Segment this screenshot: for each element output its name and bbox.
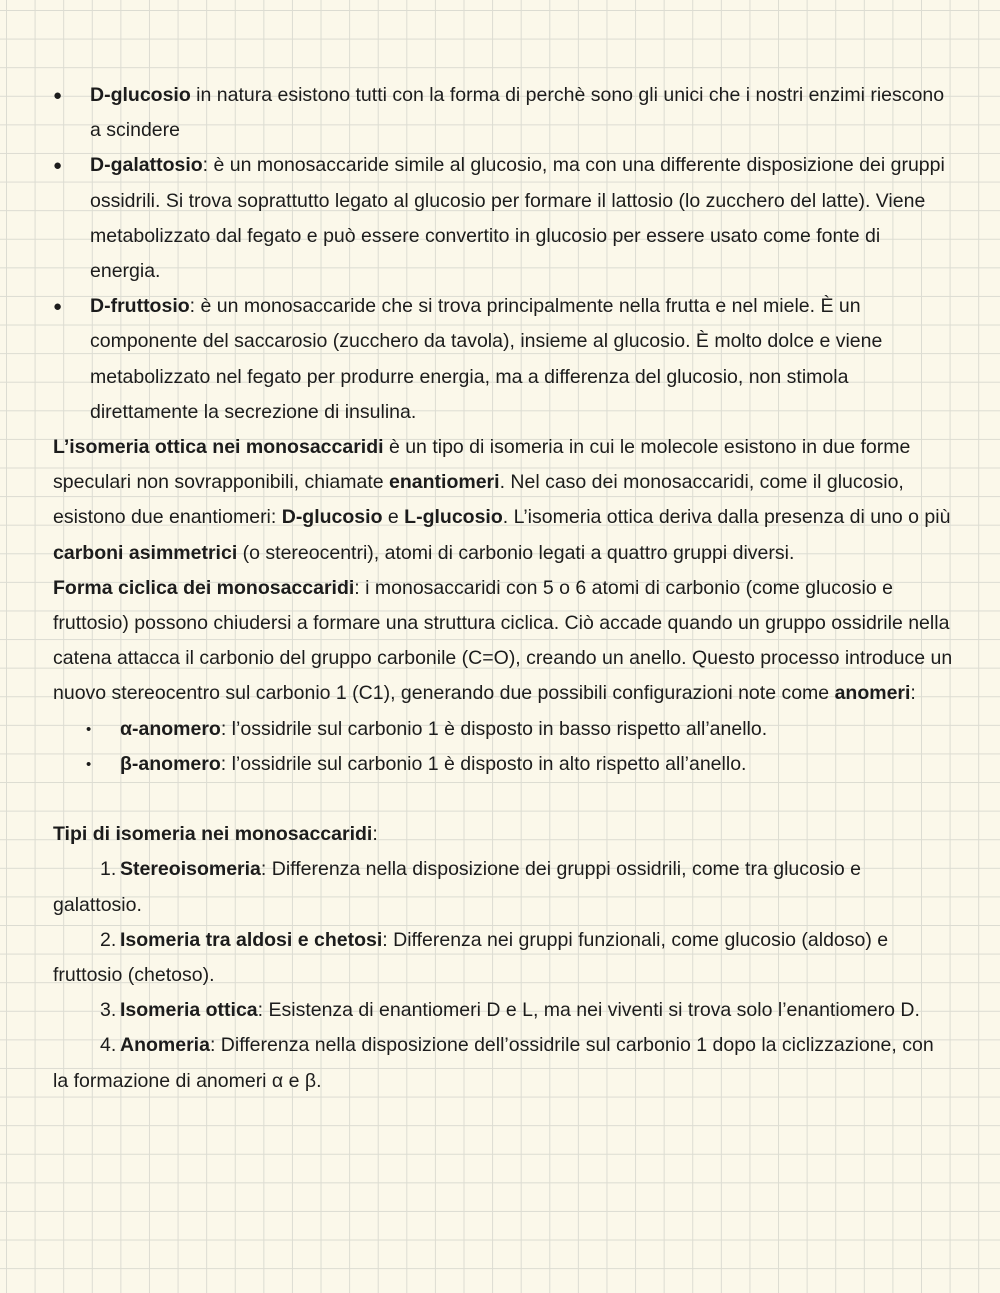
bullet-icon: •: [86, 755, 92, 773]
term: Forma ciclica dei monosaccaridi: [53, 576, 355, 599]
term: enantiomeri: [389, 471, 500, 494]
list-item: [53, 78, 953, 148]
item-number: 1.: [100, 858, 117, 881]
term: D-galattosio: [90, 154, 203, 177]
colon: :: [372, 823, 378, 846]
definition: : Esistenza di enantiomeri D e L, ma nei viventi si trova solo l’enantiomero D.: [257, 999, 920, 1022]
definition: : l’ossidrile sul carbonio 1 è disposto in basso rispetto all’anello.: [220, 717, 768, 740]
term: Anomeria: [120, 1034, 210, 1057]
list-item: [53, 747, 953, 782]
term: D-glucosio: [281, 506, 383, 529]
text: . L’isomeria ottica deriva dalla presenza di uno o più: [502, 506, 951, 529]
term: carboni asimmetrici: [53, 541, 238, 564]
text: è un tipo di isomeria in cui le molecole esistono in due forme speculari non sovrapponibili, chiamate: [53, 436, 911, 494]
text: (o stereocentri), atomi di carbonio legati a quattro gruppi diversi.: [237, 541, 795, 564]
definition: : l’ossidrile sul carbonio 1 è disposto in alto rispetto all’anello.: [220, 752, 747, 775]
spacer: [53, 782, 953, 817]
list-item: [53, 289, 953, 430]
bullet-icon: ●: [53, 298, 63, 316]
section-heading: [53, 817, 953, 852]
bullet-icon: ●: [53, 87, 63, 104]
anomer-list: [53, 712, 953, 782]
term: α-anomero: [120, 717, 221, 740]
text: : i monosaccaridi con 5 o 6 atomi di carbonio (come glucosio e fruttosio) possono chiudersi a formare una struttura ciclica. Ciò accade quando un gruppo ossidrile nella catena attacca il carbonio del gruppo carbonile (C=O), creando un anello. Questo processo introduce un nuovo stereocentro sul carbonio 1 (C1), generando due possibili configurazioni note come: [53, 576, 953, 705]
term: Stereoisomeria: [120, 858, 261, 881]
term: D-glucosio: [90, 84, 191, 106]
isomerism-types-list: [53, 852, 953, 1098]
text: e: [382, 506, 405, 529]
sugar-bullet-list: [53, 78, 953, 430]
term: L-glucosio: [404, 506, 503, 529]
definition: in natura esistono tutti con la forma di perchè sono gli unici che i nostri enzimi riescono a scindere: [90, 84, 945, 142]
text: :: [910, 682, 916, 705]
term: β-anomero: [120, 752, 221, 775]
heading-text: Tipi di isomeria nei monosaccaridi: [53, 823, 373, 846]
list-item: [53, 148, 953, 289]
list-item: [53, 923, 953, 993]
term: L’isomeria ottica nei monosaccaridi: [53, 436, 384, 459]
definition: : è un monosaccaride che si trova principalmente nella frutta e nel miele. È un componente del saccarosio (zucchero da tavola), insieme al glucosio. È molto dolce e viene metabolizzato nel fegato per produrre energia, ma a differenza del glucosio, non stimola direttamente la secrezione di insulina.: [90, 295, 883, 423]
item-number: 4.: [100, 1034, 117, 1057]
definition: : Differenza nella disposizione dell’ossidrile sul carbonio 1 dopo la ciclizzazione, con la formazione di anomeri α e β.: [53, 1034, 934, 1092]
definition: : Differenza nella disposizione dei gruppi ossidrili, come tra glucosio e galattosio.: [53, 858, 862, 916]
optical-isomerism-paragraph: [53, 430, 953, 571]
text: . Nel caso dei monosaccaridi, come il glucosio, esistono due enantiomeri:: [53, 471, 904, 529]
term: Isomeria ottica: [120, 999, 258, 1022]
term: Isomeria tra aldosi e chetosi: [120, 928, 383, 951]
list-item: [53, 993, 953, 1028]
bullet-icon: •: [86, 720, 92, 738]
bullet-icon: ●: [53, 157, 63, 175]
term: anomeri: [834, 682, 911, 705]
list-item: [53, 1028, 953, 1098]
definition: : è un monosaccaride simile al glucosio, ma con una differente disposizione dei gruppi ossidrili. Si trova soprattutto legato al glucosio per formare il lattosio (lo zucchero del latte). Viene metabolizzato dal fegato e può essere convertito in glucosio per essere usato come fonte di energia.: [90, 154, 945, 283]
list-item: [53, 852, 953, 922]
item-number: 2.: [100, 928, 117, 951]
item-number: 3.: [100, 999, 117, 1022]
list-item: [53, 712, 953, 747]
definition: : Differenza nei gruppi funzionali, come glucosio (aldoso) e fruttosio (chetoso).: [53, 928, 889, 987]
note-page: [53, 78, 953, 1099]
cyclic-form-paragraph: [53, 571, 953, 712]
term: D-fruttosio: [90, 295, 190, 318]
